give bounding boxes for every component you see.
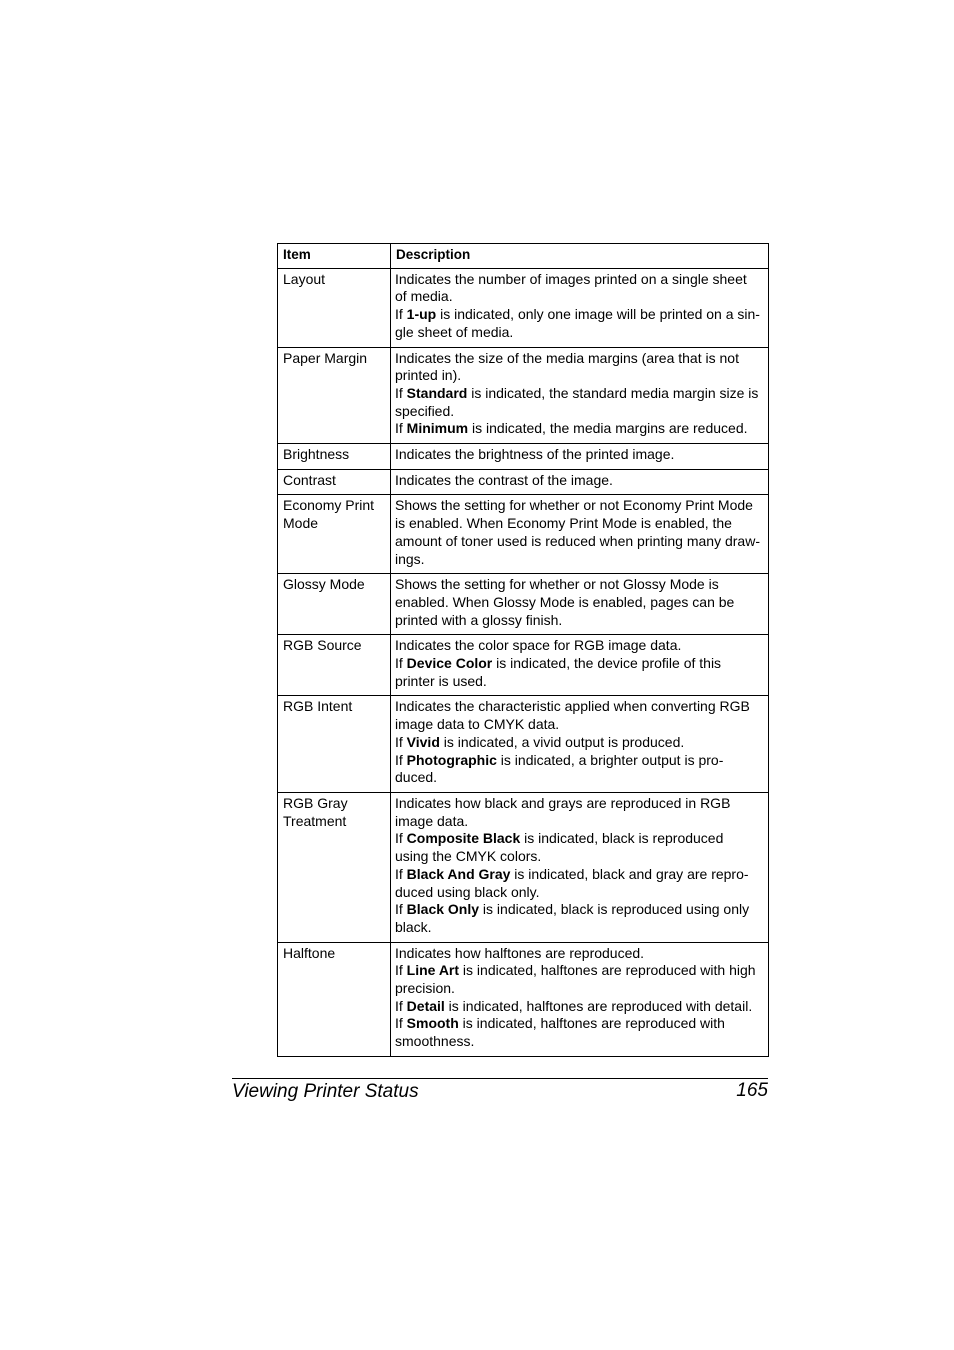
row-description	[391, 574, 769, 635]
line-suffix: is indicated, a brighter output is pro-	[496, 751, 724, 768]
description-line: image data to CMYK data.	[395, 716, 560, 733]
description-line: Indicates the brightness of the printed image.	[395, 446, 675, 463]
row-item: Glossy Mode	[278, 574, 391, 635]
table-body	[278, 268, 769, 1056]
line-prefix: If	[395, 751, 407, 768]
description-line: printed with a glossy finish.	[395, 611, 563, 628]
line-suffix: is indicated, black is reproduced	[520, 830, 724, 847]
row-description	[391, 444, 769, 470]
description-line: Indicates the characteristic applied when converting RGB	[395, 698, 750, 715]
row-description	[391, 469, 769, 495]
table-row	[278, 942, 769, 1056]
line-prefix: If	[395, 997, 407, 1014]
table-row	[278, 696, 769, 793]
line-prefix: If	[395, 420, 407, 437]
row-item: RGB Intent	[278, 696, 391, 793]
description-line	[395, 655, 768, 673]
table-row	[278, 574, 769, 635]
description-line	[395, 385, 768, 403]
description-line: black.	[395, 918, 432, 935]
table-row	[278, 347, 769, 444]
description-line: image data.	[395, 812, 469, 829]
description-line: ings.	[395, 550, 425, 567]
option-name: Device Color	[406, 655, 493, 672]
line-prefix: If	[395, 962, 407, 979]
description-line	[395, 866, 768, 884]
footer-title: Viewing Printer Status	[232, 1081, 419, 1102]
option-name: Black Only	[406, 901, 480, 918]
table-row	[278, 495, 769, 574]
description-line: Indicates the number of images printed on a single sheet	[395, 270, 747, 287]
description-line	[395, 962, 768, 980]
row-item: RGB Gray Treatment	[278, 792, 391, 942]
line-suffix: is indicated, only one image will be printed on a sin-	[436, 306, 760, 323]
option-name: Vivid	[406, 733, 440, 750]
table-row	[278, 268, 769, 347]
page-number: 165	[736, 1080, 768, 1101]
line-prefix: If	[395, 1015, 407, 1032]
option-name: Minimum	[406, 420, 469, 437]
row-item: Halftone	[278, 942, 391, 1056]
description-line	[395, 830, 768, 848]
description-line: Shows the setting for whether or not Economy Print Mode	[395, 497, 753, 514]
row-item: Economy Print Mode	[278, 495, 391, 574]
header-item: Item	[278, 244, 391, 269]
description-line: amount of toner used is reduced when printing many draw-	[395, 532, 760, 549]
row-item: Layout	[278, 268, 391, 347]
table-row	[278, 635, 769, 696]
description-line: is enabled. When Economy Print Mode is enabled, the	[395, 515, 732, 532]
line-suffix: is indicated, the media margins are reduced.	[468, 420, 748, 437]
line-prefix: If	[395, 901, 407, 918]
option-name: Composite Black	[406, 830, 521, 847]
settings-table	[277, 243, 769, 1057]
line-prefix: If	[395, 830, 407, 847]
description-line	[395, 1015, 768, 1033]
row-description	[391, 635, 769, 696]
option-name: Smooth	[406, 1015, 459, 1032]
option-name: Detail	[406, 997, 445, 1014]
header-description: Description	[391, 244, 769, 269]
line-suffix: is indicated, the device profile of this	[492, 655, 722, 672]
line-suffix: is indicated, halftones are reproduced with detail.	[444, 997, 753, 1014]
row-description	[391, 792, 769, 942]
option-name: Black And Gray	[406, 865, 511, 882]
line-prefix: If	[395, 306, 407, 323]
line-prefix: If	[395, 865, 407, 882]
description-line: Indicates the color space for RGB image data.	[395, 637, 682, 654]
line-suffix: is indicated, a vivid output is produced.	[439, 733, 685, 750]
option-name: Line Art	[406, 962, 460, 979]
row-description	[391, 696, 769, 793]
footer-rule	[232, 1078, 768, 1079]
description-line	[395, 734, 768, 752]
row-item: RGB Source	[278, 635, 391, 696]
table-row	[278, 469, 769, 495]
description-line	[395, 306, 768, 324]
description-line: precision.	[395, 980, 455, 997]
description-line	[395, 998, 768, 1016]
description-line: Shows the setting for whether or not Glossy Mode is	[395, 576, 719, 593]
description-line: using the CMYK colors.	[395, 848, 542, 865]
row-description	[391, 347, 769, 444]
description-line	[395, 901, 768, 919]
description-line: specified.	[395, 402, 455, 419]
row-item: Brightness	[278, 444, 391, 470]
table-row	[278, 444, 769, 470]
row-description	[391, 942, 769, 1056]
option-name: Photographic	[406, 751, 497, 768]
description-line: gle sheet of media.	[395, 323, 514, 340]
description-line: Indicates how black and grays are reproduced in RGB	[395, 794, 731, 811]
description-line: of media.	[395, 288, 453, 305]
option-name: 1-up	[406, 306, 437, 323]
row-item: Paper Margin	[278, 347, 391, 444]
description-line: enabled. When Glossy Mode is enabled, pages can be	[395, 593, 735, 610]
table-row	[278, 792, 769, 942]
line-suffix: is indicated, the standard media margin size is	[467, 384, 759, 401]
line-prefix: If	[395, 655, 407, 672]
description-line	[395, 752, 768, 770]
description-line: Indicates the size of the media margins (area that is not	[395, 349, 739, 366]
line-suffix: is indicated, black and gray are repro-	[510, 865, 749, 882]
line-suffix: is indicated, halftones are reproduced with high	[459, 962, 756, 979]
table-header	[278, 244, 769, 269]
description-line: duced.	[395, 769, 438, 786]
row-description	[391, 495, 769, 574]
header-row	[278, 244, 769, 269]
row-description	[391, 268, 769, 347]
line-suffix: is indicated, black is reproduced using only	[479, 901, 750, 918]
line-prefix: If	[395, 733, 407, 750]
description-line: smoothness.	[395, 1033, 475, 1050]
description-line: printer is used.	[395, 672, 487, 689]
option-name: Standard	[406, 384, 468, 401]
description-line: printed in).	[395, 367, 462, 384]
description-line: duced using black only.	[395, 883, 540, 900]
line-suffix: is indicated, halftones are reproduced with	[458, 1015, 725, 1032]
description-line: Indicates how halftones are reproduced.	[395, 944, 645, 961]
description-line	[395, 420, 768, 438]
line-prefix: If	[395, 384, 407, 401]
row-item: Contrast	[278, 469, 391, 495]
description-line: Indicates the contrast of the image.	[395, 471, 613, 488]
